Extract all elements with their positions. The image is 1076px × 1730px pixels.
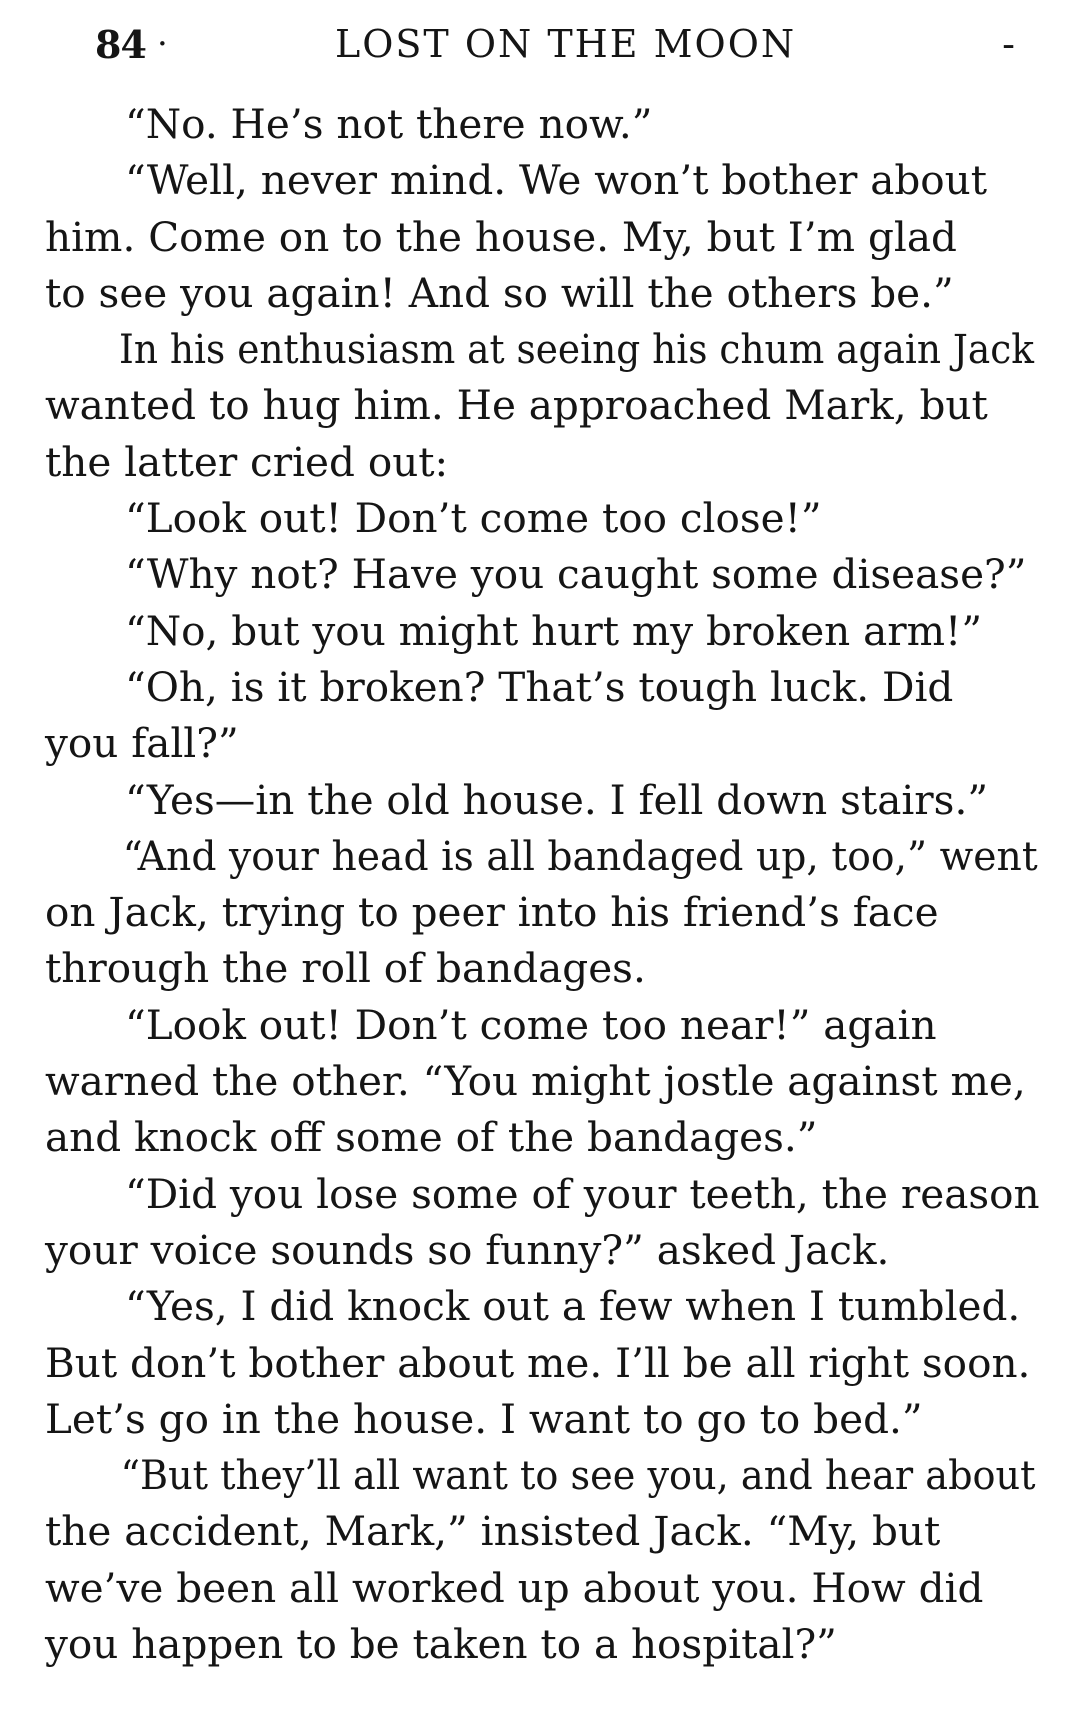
text-line: on Jack, trying to peer into his friend’s face xyxy=(45,888,939,937)
text-line: “Well, never mind. We won’t bother about xyxy=(125,156,988,205)
text-line: “No. He’s not there now.” xyxy=(125,100,653,148)
text-line: and knock off some of the bandages.” xyxy=(45,1113,818,1162)
text-line: “Did you lose some of your teeth, the reason xyxy=(125,1169,1040,1218)
text-line: we’ve been all worked up about you. How did xyxy=(45,1563,984,1612)
text-line: the latter cried out: xyxy=(45,437,449,486)
text-line: the accident, Mark,” insisted Jack. “My, but xyxy=(45,1507,941,1556)
page-header xyxy=(95,18,1015,88)
text-line: “Oh, is it broken? That’s tough luck. Did xyxy=(125,662,954,711)
text-line: you happen to be taken to a hospital?” xyxy=(45,1620,837,1669)
header-mark: - xyxy=(1002,22,1015,66)
text-line: “Look out! Don’t come too close!” xyxy=(125,494,822,543)
text-line: to see you again! And so will the others be.” xyxy=(45,268,954,317)
running-title: LOST ON THE MOON xyxy=(335,22,797,66)
text-line: “Look out! Don’t come too near!” again xyxy=(125,1000,937,1049)
text-line: warned the other. “You might jostle against me, xyxy=(45,1057,1026,1106)
body-text xyxy=(45,96,1063,1672)
text-line: through the roll of bandages. xyxy=(45,944,646,993)
text-line: Let’s go in the house. I want to go to bed.” xyxy=(45,1394,923,1443)
header-separator: · xyxy=(157,24,168,64)
page-number: 84 xyxy=(95,22,146,67)
text-line: “But they’ll all want to see you, and hear about xyxy=(120,1451,1036,1500)
text-line: him. Come on to the house. My, but I’m glad xyxy=(45,212,957,261)
text-line: “No, but you might hurt my broken arm!” xyxy=(125,606,983,655)
text-line: you fall?” xyxy=(45,719,239,768)
text-line: “And your head is all bandaged up, too,” went xyxy=(122,831,1038,880)
text-line: But don’t bother about me. I’ll be all right soon. xyxy=(45,1338,1031,1387)
text-line: “Yes—in the old house. I fell down stairs.” xyxy=(125,775,989,824)
text-line: your voice sounds so funny?” asked Jack. xyxy=(45,1225,890,1274)
text-line: wanted to hug him. He approached Mark, but xyxy=(45,381,988,430)
text-line: In his enthusiasm at seeing his chum again Jack xyxy=(119,325,1035,374)
text-line: “Yes, I did knock out a few when I tumbled. xyxy=(125,1282,1021,1331)
text-line: “Why not? Have you caught some disease?” xyxy=(125,550,1027,599)
